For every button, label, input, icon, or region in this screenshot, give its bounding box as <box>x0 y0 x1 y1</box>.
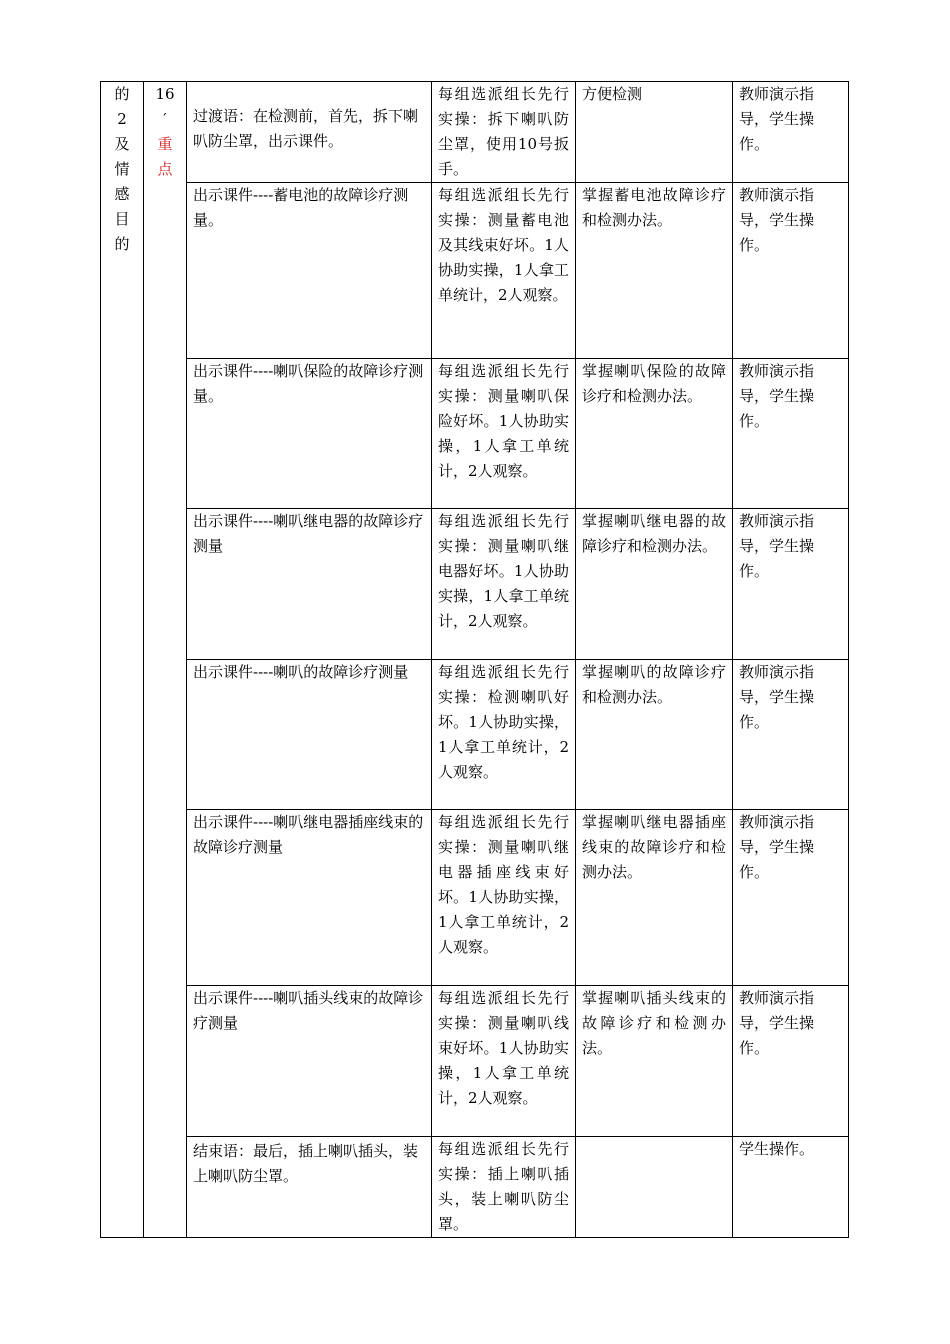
table-row <box>101 509 849 660</box>
activity-cell: 每组选派组长先行实操：插上喇叭插头，装上喇叭防尘罩。 <box>432 1137 576 1238</box>
goal-cell: 方便检测 <box>576 82 733 183</box>
method-cell: 教师演示指导，学生操作。 <box>733 660 849 810</box>
content-cell: 出示课件----喇叭保险的故障诊疗测量。 <box>187 359 432 509</box>
stage-char: 及 <box>114 135 130 153</box>
table-row <box>101 810 849 986</box>
table-row <box>101 986 849 1137</box>
goal-cell: 掌握喇叭保险的故障诊疗和检测办法。 <box>576 359 733 509</box>
content-cell: 过渡语：在检测前，首先，拆下喇叭防尘罩，出示课件。 <box>187 82 432 183</box>
stage-char: 情 <box>114 160 130 178</box>
stage-cell <box>101 82 144 1238</box>
goal-cell: 掌握喇叭插头线束的故障诊疗和检测办法。 <box>576 986 733 1137</box>
lesson-plan-table <box>100 81 849 1238</box>
table-row <box>101 359 849 509</box>
activity-cell: 每组选派组长先行实操：测量喇叭保险好坏。1人协助实操，1人拿工单统计，2人观察。 <box>432 359 576 509</box>
goal-cell: 掌握喇叭继电器插座线束的故障诊疗和检测办法。 <box>576 810 733 986</box>
method-cell: 教师演示指导，学生操作。 <box>733 183 849 359</box>
table-row <box>101 660 849 810</box>
stage-char: 的 <box>114 235 130 253</box>
table-row <box>101 82 849 183</box>
goal-cell: 掌握蓄电池故障诊疗和检测办法。 <box>576 183 733 359</box>
time-cell <box>144 82 187 1238</box>
content-cell: 结束语：最后，插上喇叭插头，装上喇叭防尘罩。 <box>187 1137 432 1238</box>
method-cell: 教师演示指导，学生操作。 <box>733 82 849 183</box>
content-cell: 出示课件----喇叭继电器的故障诊疗测量 <box>187 509 432 660</box>
time-value: 16 <box>155 85 175 103</box>
method-cell: 教师演示指导，学生操作。 <box>733 509 849 660</box>
activity-cell: 每组选派组长先行实操：测量喇叭继电器好坏。1人协助实操，1人拿工单统计，2人观察。 <box>432 509 576 660</box>
method-cell: 教师演示指导，学生操作。 <box>733 359 849 509</box>
activity-cell: 每组选派组长先行实操：检测喇叭好坏。1人协助实操，1人拿工单统计，2人观察。 <box>432 660 576 810</box>
goal-cell: 掌握喇叭继电器的故障诊疗和检测办法。 <box>576 509 733 660</box>
content-cell: 出示课件----蓄电池的故障诊疗测量。 <box>187 183 432 359</box>
activity-cell: 每组选派组长先行实操：测量喇叭继电器插座线束好坏。1人协助实操，1人拿工单统计，2人观察。 <box>432 810 576 986</box>
content-cell: 出示课件----喇叭插头线束的故障诊疗测量 <box>187 986 432 1137</box>
content-cell: 出示课件----喇叭的故障诊疗测量 <box>187 660 432 810</box>
method-cell: 学生操作。 <box>733 1137 849 1238</box>
focus-char: 点 <box>157 160 173 178</box>
table-row <box>101 183 849 359</box>
method-cell: 教师演示指导，学生操作。 <box>733 810 849 986</box>
stage-char: 感 <box>114 185 130 203</box>
activity-cell: 每组选派组长先行实操：拆下喇叭防尘罩，使用10号扳手。 <box>432 82 576 183</box>
time-mark: ′ <box>163 110 167 128</box>
goal-cell: 掌握喇叭的故障诊疗和检测办法。 <box>576 660 733 810</box>
stage-char: 的 <box>114 85 130 103</box>
goal-cell <box>576 1137 733 1238</box>
table-row <box>101 1137 849 1238</box>
activity-cell: 每组选派组长先行实操：测量蓄电池及其线束好坏。1人协助实操，1人拿工单统计，2人观察。 <box>432 183 576 359</box>
focus-char: 重 <box>157 135 173 153</box>
stage-char: 目 <box>114 210 130 228</box>
activity-cell: 每组选派组长先行实操：测量喇叭线束好坏。1人协助实操，1人拿工单统计，2人观察。 <box>432 986 576 1137</box>
content-cell: 出示课件----喇叭继电器插座线束的故障诊疗测量 <box>187 810 432 986</box>
method-cell: 教师演示指导，学生操作。 <box>733 986 849 1137</box>
stage-char: 2 <box>117 110 127 128</box>
